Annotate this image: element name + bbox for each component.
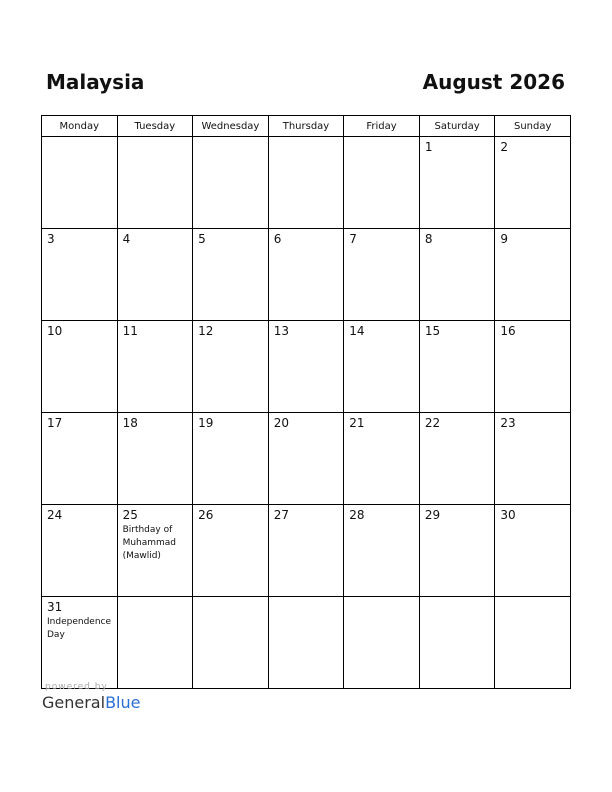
day-cell: [117, 413, 193, 505]
day-cell: [419, 413, 495, 505]
day-number: 27: [273, 508, 289, 522]
week-row: [42, 321, 571, 413]
day-cell: [268, 505, 344, 597]
weekday-thursday: Thursday: [268, 116, 344, 137]
day-cell: [495, 413, 571, 505]
day-cell: [419, 229, 495, 321]
empty-cell: [193, 137, 269, 229]
week-row: [42, 229, 571, 321]
day-number: 1: [424, 140, 433, 154]
brand-blue-text: Blue: [105, 693, 141, 712]
empty-cell: [117, 137, 193, 229]
empty-cell: [268, 597, 344, 689]
empty-cell: [42, 137, 118, 229]
day-number: 8: [424, 232, 433, 246]
day-cell: [419, 321, 495, 413]
day-cell: [42, 321, 118, 413]
weekday-friday: Friday: [344, 116, 420, 137]
day-cell: [42, 597, 118, 689]
day-cell: [193, 505, 269, 597]
calendar-grid: [41, 115, 571, 689]
day-cell: [344, 229, 420, 321]
day-cell: [495, 137, 571, 229]
day-cell: [344, 321, 420, 413]
day-number: 12: [198, 324, 214, 338]
month-title: August 2026: [422, 70, 565, 94]
day-cell: [419, 137, 495, 229]
day-number: 3: [47, 232, 55, 246]
day-cell: [419, 505, 495, 597]
weekday-monday: Monday: [42, 116, 118, 137]
day-number: 26: [198, 508, 214, 522]
weekday-saturday: Saturday: [419, 116, 495, 137]
day-number: 6: [273, 232, 282, 246]
day-cell: [117, 229, 193, 321]
day-cell: [495, 505, 571, 597]
empty-cell: [268, 137, 344, 229]
powered-by-label: powered by: [45, 682, 108, 692]
day-number: 24: [47, 508, 63, 522]
country-title: Malaysia: [46, 70, 145, 94]
brand-general-text: General: [42, 693, 106, 712]
empty-cell: [193, 597, 269, 689]
week-row: [42, 597, 571, 689]
day-cell: [117, 505, 193, 597]
day-number: 13: [273, 324, 289, 338]
day-number: 30: [500, 508, 516, 522]
day-cell: [344, 505, 420, 597]
day-number: 17: [47, 416, 63, 430]
day-number: 19: [198, 416, 214, 430]
week-row: [42, 505, 571, 597]
day-number: 2: [500, 140, 509, 154]
day-cell: [42, 413, 118, 505]
day-number: 22: [424, 416, 441, 430]
weekday-header-row: [42, 116, 571, 137]
day-cell: [344, 413, 420, 505]
day-cell: [495, 229, 571, 321]
day-number: 16: [500, 324, 516, 338]
empty-cell: [117, 597, 193, 689]
day-number: 31: [47, 600, 63, 614]
day-cell: [495, 321, 571, 413]
day-cell: [42, 505, 118, 597]
day-number: 11: [122, 324, 138, 338]
day-number: 29: [424, 508, 441, 522]
day-number: 10: [47, 324, 63, 338]
weekday-wednesday: Wednesday: [193, 116, 269, 137]
day-cell: [193, 413, 269, 505]
day-cell: [117, 321, 193, 413]
week-row: [42, 137, 571, 229]
brand-logo[interactable]: [42, 693, 140, 712]
day-number: 20: [273, 416, 289, 430]
day-number: 15: [424, 324, 441, 338]
day-number: 28: [349, 508, 365, 522]
day-cell: [42, 229, 118, 321]
weekday-sunday: Sunday: [495, 116, 571, 137]
weekday-tuesday: Tuesday: [117, 116, 193, 137]
empty-cell: [344, 597, 420, 689]
day-number: 4: [122, 232, 131, 246]
day-number: 18: [122, 416, 138, 430]
empty-cell: [344, 137, 420, 229]
empty-cell: [419, 597, 495, 689]
day-number: 7: [349, 232, 357, 246]
day-cell: [193, 321, 269, 413]
empty-cell: [495, 597, 571, 689]
week-row: [42, 413, 571, 505]
day-number: 5: [198, 232, 206, 246]
day-cell: [268, 229, 344, 321]
day-number: 9: [500, 232, 509, 246]
holiday-label: Birthday of Muhammad (Mawlid): [122, 525, 177, 561]
day-cell: [193, 229, 269, 321]
day-number: 23: [500, 416, 516, 430]
holiday-label: Independence Day: [47, 617, 112, 640]
day-cell: [268, 413, 344, 505]
day-cell: [268, 321, 344, 413]
day-number: 25: [122, 508, 138, 522]
day-number: 14: [349, 324, 365, 338]
day-number: 21: [349, 416, 365, 430]
